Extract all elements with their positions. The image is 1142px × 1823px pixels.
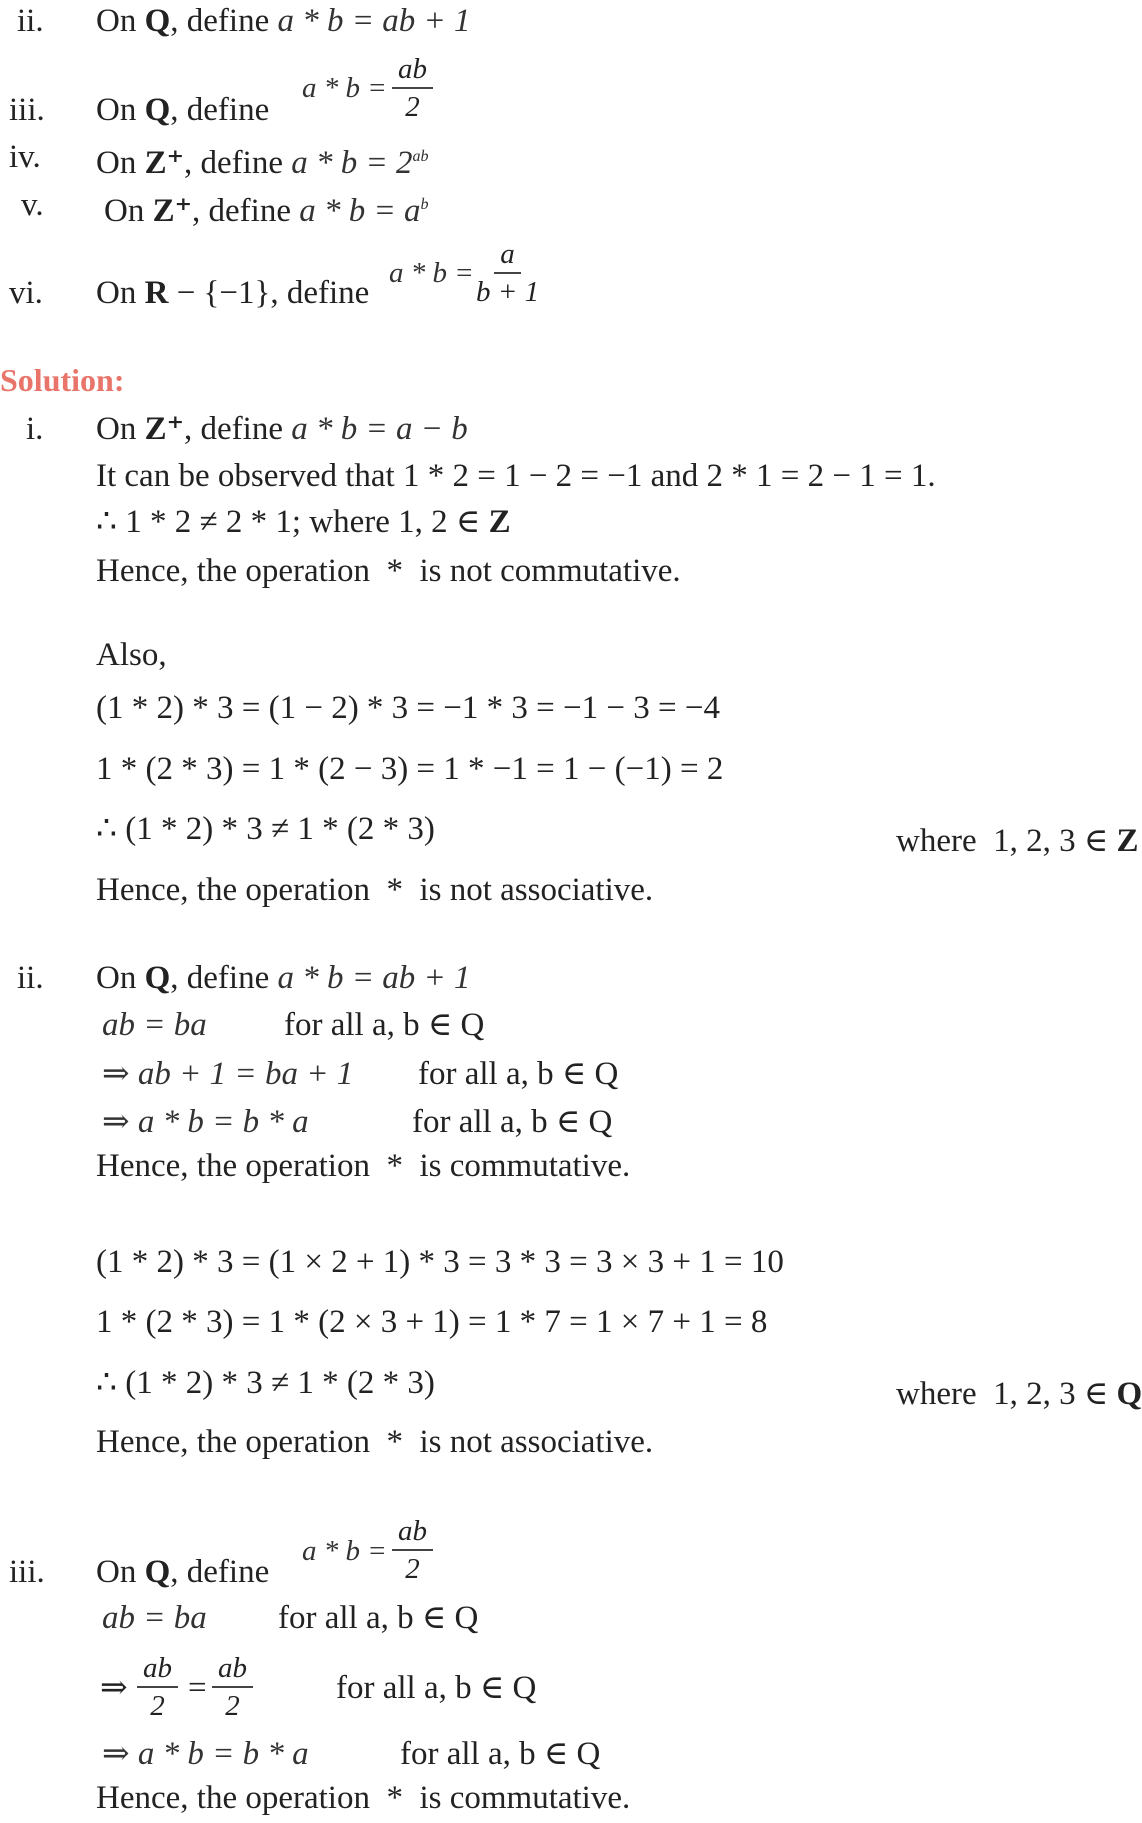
fraction: $\frac{ab}{2}$ <box>137 1650 178 1724</box>
where-note: where 1, 2, 3 ∈ Z <box>896 823 1139 859</box>
quantifier: for all a, b ∈ Q <box>412 1104 613 1140</box>
math-line: ⇒ ab + 1 = ba + 1 <box>102 1056 354 1092</box>
equation-lhs: a * b = <box>302 1535 387 1567</box>
solution-ii-statement: On Q, define a * b = ab + 1 <box>96 960 471 996</box>
text-line: Also, <box>96 637 167 673</box>
math-line: 1 * (2 * 3) = 1 * (2 − 3) = 1 * −1 = 1 − (−1) = 2 <box>96 751 724 787</box>
math-line: ∴ (1 * 2) * 3 ≠ 1 * (2 * 3) <box>96 1365 435 1401</box>
solution-i-statement: On Z⁺, define a * b = a − b <box>96 411 468 447</box>
quantifier: for all a, b ∈ Q <box>284 1007 485 1043</box>
quantifier: for all a, b ∈ Q <box>400 1736 601 1772</box>
fraction: $\frac{a}{b + 1}$ <box>476 238 540 308</box>
math-line: ⇒ a * b = b * a <box>102 1104 309 1140</box>
problem-v: On Z⁺, define $a * b = a^b$ <box>104 193 429 229</box>
quantifier: for all a, b ∈ Q <box>336 1670 537 1706</box>
equals-symbol: = <box>188 1670 207 1706</box>
item-number: iv. <box>9 139 41 175</box>
conclusion: Hence, the operation * is commutative. <box>96 1148 631 1184</box>
item-number: i. <box>26 411 44 447</box>
math-line: ∴ (1 * 2) * 3 ≠ 1 * (2 * 3) <box>96 811 435 847</box>
where-note: where 1, 2, 3 ∈ Q <box>896 1376 1142 1412</box>
item-number: ii. <box>17 960 44 996</box>
equation-lhs: a * b = <box>389 257 474 289</box>
item-number: ii. <box>17 3 44 39</box>
fraction: $\frac{ab}{2}$ <box>392 51 433 125</box>
conclusion: Hence, the operation * is not associative. <box>96 1424 654 1460</box>
text-line: It can be observed that 1 * 2 = 1 − 2 = −1 and 2 * 1 = 2 − 1 = 1. <box>96 458 936 494</box>
solution-heading: Solution: <box>0 362 125 398</box>
quantifier: for all a, b ∈ Q <box>278 1600 479 1636</box>
problem-vi: On R − {−1}, define <box>96 275 370 311</box>
item-number: vi. <box>9 275 43 311</box>
math-line: ab = ba <box>102 1007 207 1043</box>
math-line: (1 * 2) * 3 = (1 × 2 + 1) * 3 = 3 * 3 = 3 × 3 + 1 = 10 <box>96 1244 784 1280</box>
fraction: $\frac{ab}{2}$ <box>392 1513 433 1587</box>
math-line: ⇒ a * b = b * a <box>102 1736 309 1772</box>
text-line: ∴ 1 * 2 ≠ 2 * 1; where 1, 2 ∈ Z <box>96 504 511 540</box>
math-line: 1 * (2 * 3) = 1 * (2 × 3 + 1) = 1 * 7 = 1 × 7 + 1 = 8 <box>96 1304 768 1340</box>
problem-iii: On Q, define <box>96 92 270 128</box>
fraction: $\frac{ab}{2}$ <box>212 1650 253 1724</box>
implies-symbol: ⇒ <box>100 1670 128 1706</box>
problem-ii: On Q, define a * b = ab + 1 <box>96 3 471 39</box>
item-number: iii. <box>9 92 45 128</box>
conclusion: Hence, the operation * is not associative. <box>96 872 654 908</box>
solution-iii-statement: On Q, define <box>96 1554 270 1590</box>
conclusion: Hence, the operation * is commutative. <box>96 1780 631 1816</box>
equation-lhs: a * b = <box>302 72 387 104</box>
item-number: v. <box>21 187 44 223</box>
conclusion: Hence, the operation * is not commutative. <box>96 553 681 589</box>
math-line: ab = ba <box>102 1600 207 1636</box>
math-line: (1 * 2) * 3 = (1 − 2) * 3 = −1 * 3 = −1 − 3 = −4 <box>96 690 720 726</box>
item-number: iii. <box>9 1554 45 1590</box>
problem-iv: On Z⁺, define $a * b = 2^{ab}$ <box>96 145 429 181</box>
quantifier: for all a, b ∈ Q <box>418 1056 619 1092</box>
